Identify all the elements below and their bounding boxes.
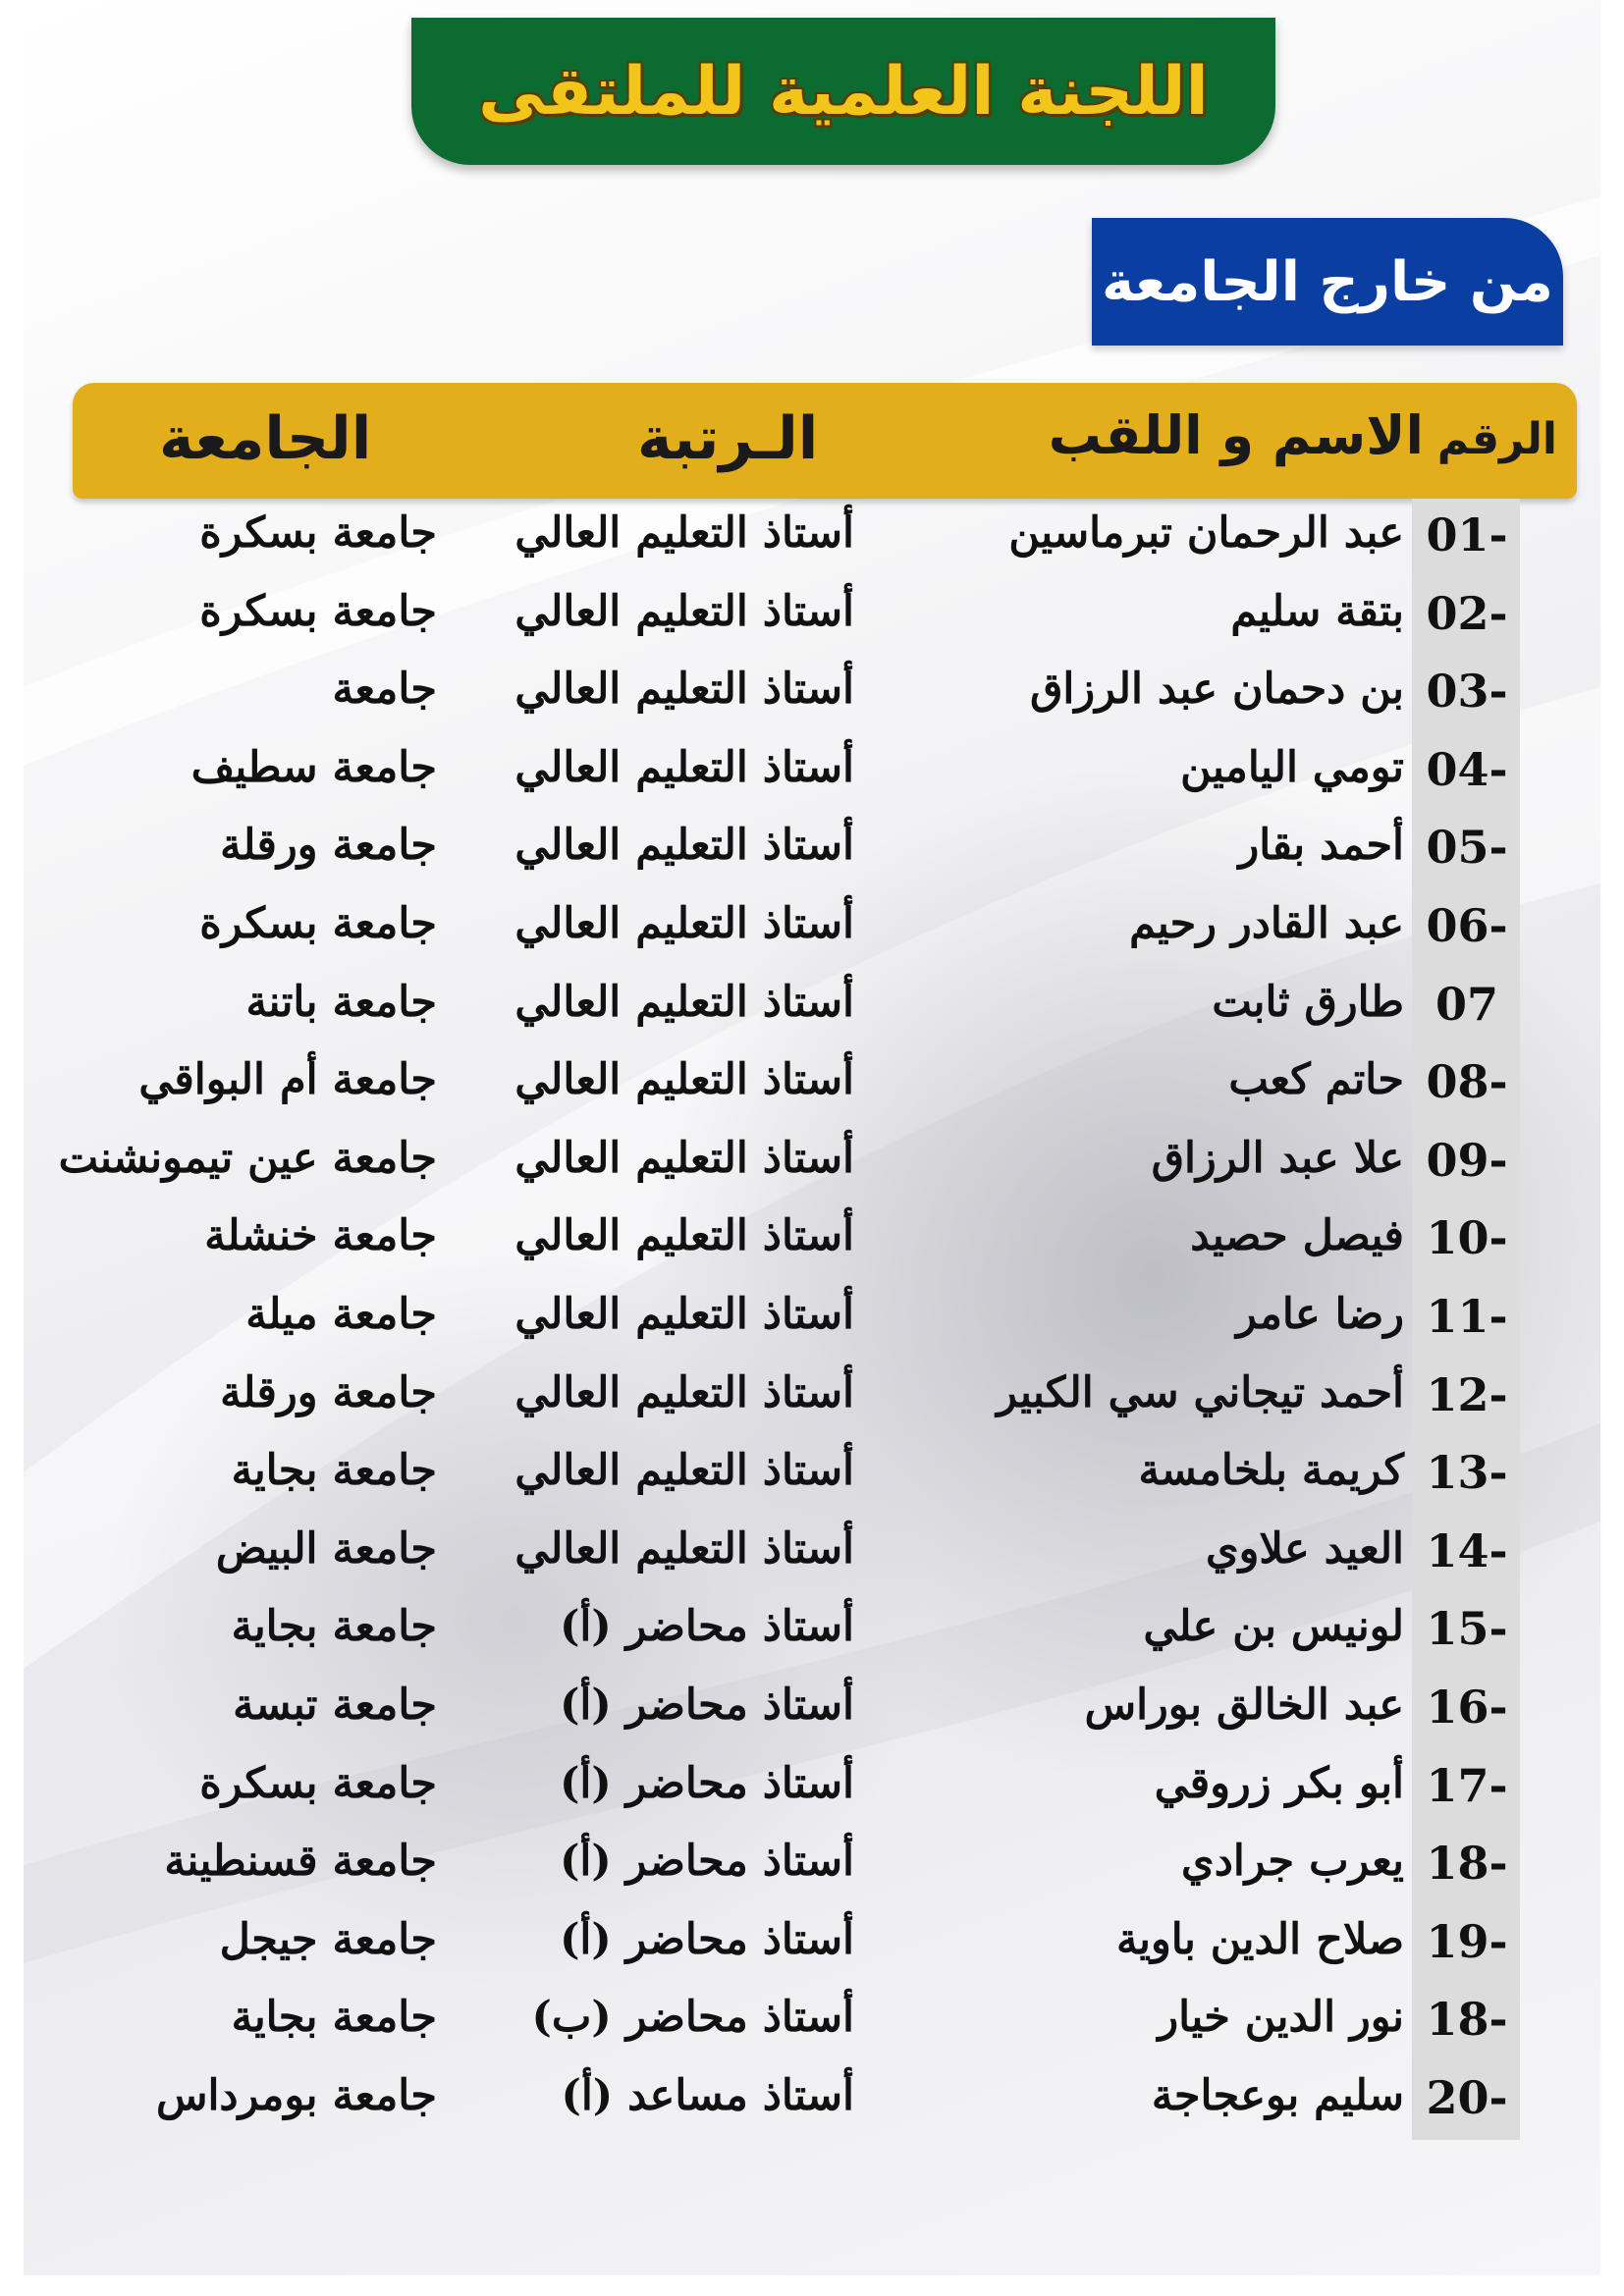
table-row	[24, 1124, 1600, 1201]
member-name: سليم بوعجاجة	[1151, 2071, 1404, 2120]
member-name: بن دحمان عبد الرزاق	[1030, 665, 1404, 715]
member-name: أحمد بقار	[1238, 821, 1404, 871]
member-name: علا عبد الرزاق	[1151, 1133, 1404, 1183]
row-number: 18-	[1426, 1993, 1508, 2047]
member-university: جامعة جيجل	[219, 1914, 437, 1964]
member-university: جامعة بسكرة	[199, 586, 437, 636]
member-name: أبو بكر زروقي	[1154, 1758, 1404, 1808]
member-university: جامعة عين تيمونشنت	[58, 1133, 437, 1183]
row-number: 01-	[1426, 508, 1508, 561]
table-row	[24, 968, 1600, 1045]
member-rank: أستاذ التعليم العالي	[514, 742, 854, 792]
row-number: 04-	[1426, 742, 1508, 796]
member-rank: أستاذ محاضر (ب)	[531, 1993, 854, 2043]
row-number: 19-	[1426, 1914, 1508, 1968]
member-university: جامعة أم البواقي	[138, 1055, 437, 1105]
member-name: صلاح الدين باوية	[1115, 1914, 1404, 1964]
member-name: لونيس بن علي	[1143, 1602, 1404, 1652]
table-row	[24, 1280, 1600, 1358]
member-university: جامعة البيض	[215, 1523, 437, 1574]
table-row	[24, 1983, 1600, 2060]
member-university: جامعة	[332, 665, 437, 715]
table-row	[24, 577, 1600, 655]
member-rank: أستاذ التعليم العالي	[514, 1446, 854, 1496]
column-header-name: الاسم و اللقب	[1048, 404, 1424, 466]
table-row	[24, 1359, 1600, 1436]
table-row	[24, 1515, 1600, 1592]
member-rank: أستاذ التعليم العالي	[514, 1290, 854, 1339]
table-row	[24, 1201, 1600, 1279]
member-name: طارق ثابت	[1212, 977, 1404, 1027]
row-number: 17-	[1426, 1758, 1508, 1812]
table-row	[24, 1749, 1600, 1827]
table-row	[24, 889, 1600, 967]
row-number: 09-	[1426, 1133, 1508, 1187]
member-university: جامعة باتنة	[245, 977, 437, 1027]
member-rank: أستاذ التعليم العالي	[514, 977, 854, 1027]
table-row	[24, 1827, 1600, 1904]
member-name: أحمد تيجاني سي الكبير	[997, 1367, 1404, 1417]
member-rank: أستاذ التعليم العالي	[514, 1367, 854, 1417]
member-university: جامعة بسكرة	[199, 899, 437, 948]
member-university: جامعة بسكرة	[199, 508, 437, 558]
row-number: 08-	[1426, 1055, 1508, 1109]
page-title: اللجنة العلمية للملتقى	[478, 52, 1209, 131]
member-name: نور الدين خيار	[1158, 1993, 1404, 2043]
column-header-university: الجامعة	[159, 404, 372, 473]
member-university: جامعة بومرداس	[155, 2071, 437, 2120]
table-row	[24, 499, 1600, 576]
section-banner	[1092, 218, 1563, 346]
member-rank: أستاذ محاضر (أ)	[560, 1758, 854, 1808]
member-name: تومي اليامين	[1180, 742, 1404, 792]
member-university: جامعة سطيف	[190, 742, 437, 792]
table-row	[24, 811, 1600, 888]
row-number: 07	[1435, 977, 1498, 1031]
column-header-rank: الـرتبة	[637, 404, 819, 473]
member-university: جامعة تبسة	[233, 1681, 437, 1730]
member-university: جامعة خنشلة	[204, 1211, 437, 1261]
table-row	[24, 1671, 1600, 1748]
member-rank: أستاذ مساعد (أ)	[561, 2071, 854, 2120]
member-rank: أستاذ التعليم العالي	[514, 586, 854, 636]
member-rank: أستاذ التعليم العالي	[514, 508, 854, 558]
member-name: عبد القادر رحيم	[1129, 899, 1404, 948]
member-university: جامعة ورقلة	[220, 821, 437, 871]
member-name: بتقة سليم	[1230, 586, 1404, 636]
title-banner	[411, 18, 1275, 165]
row-number: 10-	[1426, 1211, 1508, 1265]
member-rank: أستاذ محاضر (أ)	[560, 1914, 854, 1964]
row-number: 18-	[1426, 1837, 1508, 1891]
member-name: رضا عامر	[1236, 1290, 1404, 1339]
row-number: 02-	[1426, 586, 1508, 640]
member-name: فيصل حصيد	[1190, 1211, 1404, 1261]
row-number: 13-	[1426, 1446, 1508, 1500]
member-rank: أستاذ التعليم العالي	[514, 1133, 854, 1183]
member-university: جامعة قسنطينة	[164, 1837, 437, 1887]
member-rank: أستاذ التعليم العالي	[514, 1055, 854, 1105]
member-rank: أستاذ محاضر (أ)	[560, 1602, 854, 1652]
row-number: 20-	[1426, 2071, 1508, 2124]
member-name: عبد الخالق بوراس	[1084, 1681, 1404, 1730]
table-row	[24, 2061, 1600, 2139]
row-number: 14-	[1426, 1523, 1508, 1577]
section-title: من خارج الجامعة	[1102, 249, 1553, 314]
member-name: كريمة بلخامسة	[1138, 1446, 1404, 1496]
row-number: 12-	[1426, 1367, 1508, 1421]
member-rank: أستاذ التعليم العالي	[514, 899, 854, 948]
column-header-number: الرقم	[1436, 414, 1557, 464]
row-number: 06-	[1426, 899, 1508, 952]
row-number: 11-	[1426, 1290, 1508, 1343]
member-rank: أستاذ التعليم العالي	[514, 1211, 854, 1261]
member-university: جامعة بجاية	[231, 1993, 437, 2043]
member-university: جامعة ورقلة	[220, 1367, 437, 1417]
member-rank: أستاذ التعليم العالي	[514, 665, 854, 715]
table-row	[24, 733, 1600, 811]
member-rank: أستاذ التعليم العالي	[514, 821, 854, 871]
row-number: 16-	[1426, 1681, 1508, 1734]
member-university: جامعة بجاية	[231, 1602, 437, 1652]
member-rank: أستاذ محاضر (أ)	[560, 1681, 854, 1730]
table-row	[24, 655, 1600, 732]
table-row	[24, 1436, 1600, 1514]
member-name: عبد الرحمان تبرماسين	[1008, 508, 1404, 558]
member-university: جامعة ميلة	[245, 1290, 437, 1339]
member-name: العيد علاوي	[1205, 1523, 1404, 1574]
poster-page	[24, 0, 1600, 2275]
member-rank: أستاذ محاضر (أ)	[560, 1837, 854, 1887]
table-row	[24, 1045, 1600, 1123]
row-number: 15-	[1426, 1602, 1508, 1656]
member-university: جامعة بسكرة	[199, 1758, 437, 1808]
member-name: حاتم كعب	[1228, 1055, 1404, 1105]
member-university: جامعة بجاية	[231, 1446, 437, 1496]
row-number: 05-	[1426, 821, 1508, 875]
table-header	[73, 383, 1577, 499]
table-row	[24, 1905, 1600, 1983]
row-number: 03-	[1426, 665, 1508, 719]
member-name: يعرب جرادي	[1181, 1837, 1404, 1887]
table-row	[24, 1592, 1600, 1670]
member-rank: أستاذ التعليم العالي	[514, 1523, 854, 1574]
